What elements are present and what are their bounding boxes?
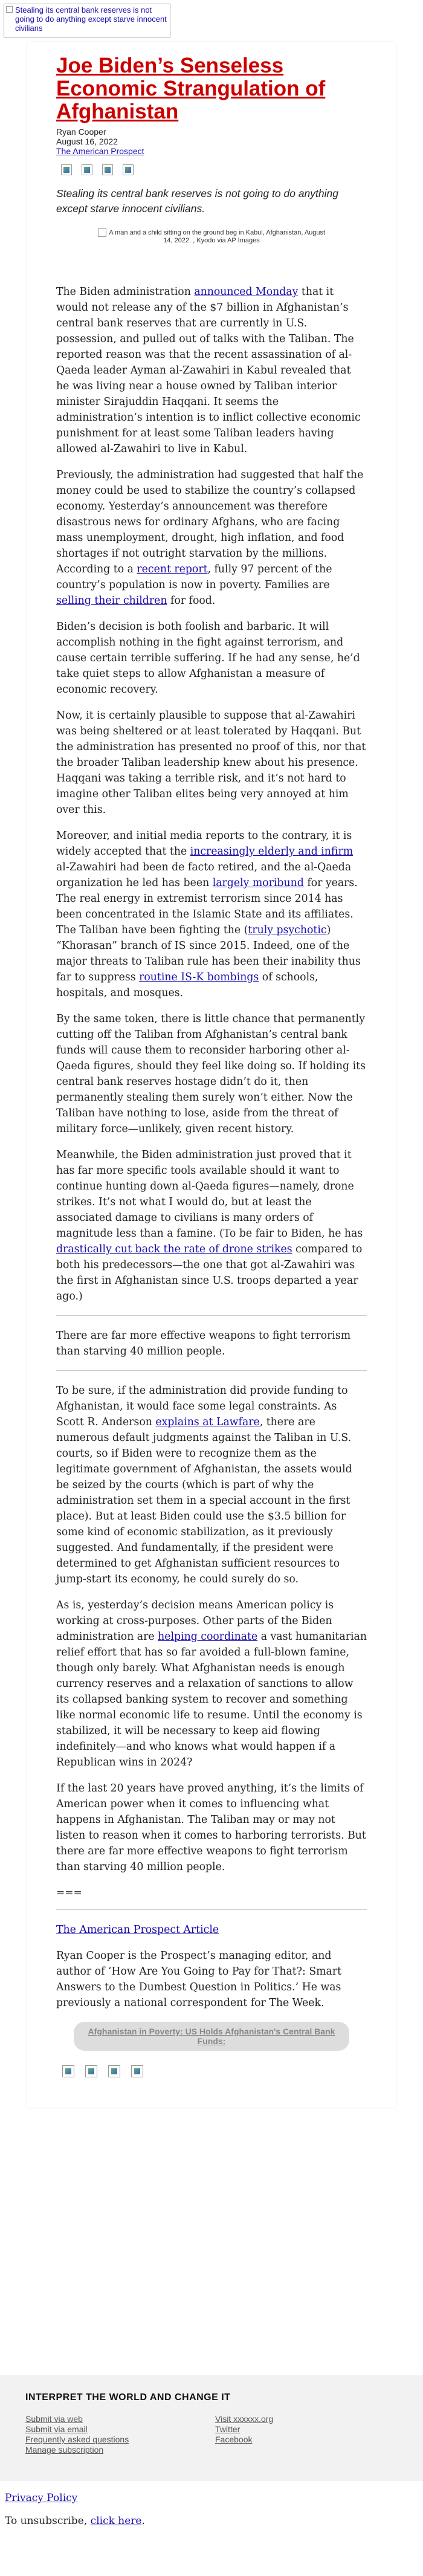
facebook-share-icon[interactable] [61,164,72,175]
header-image-alt-text: Stealing its central bank reserves is not going to do anything except starve innocent civilians [15,5,167,33]
inline-link[interactable]: selling their children [56,595,167,607]
footer-link-facebook[interactable]: Facebook [215,2435,253,2444]
paragraph-text: Now, it is certainly plausible to suppose that al-Zawahiri was being sheltered or at least tolerated by Haqqani. But the administration has presented no proof of this, nor that the broader Taliban leadership knew about his presence. Haqqani was taking a terrible risk, and it’s not hard to imagine other Taliban elites being very annoyed at him over this. [56,710,366,816]
email-body [27,42,396,2108]
divider [56,1370,367,1371]
inline-link[interactable]: helping coordinate [158,1631,258,1643]
article-title[interactable]: Joe Biden’s Senseless Economic Strangulation of Afghanistan [56,54,326,123]
bottom-share-icons [62,2065,367,2077]
caption-text: A man and a child sitting on the ground beg in Kabul, Afghanistan, August 14, 2022. , Kyodo via AP Images [109,228,326,244]
article-paragraph [56,284,367,457]
footer-link-faq[interactable]: Frequently asked questions [25,2435,129,2444]
footer-heading: INTERPRET THE WORLD AND CHANGE IT [25,2392,231,2403]
broken-image-icon [98,228,106,237]
print-share-icon[interactable] [131,2065,143,2077]
divider [56,1909,367,1910]
footer-link-manage-subscription[interactable]: Manage subscription [25,2445,104,2455]
footer-link-submit-email[interactable]: Submit via email [25,2424,88,2434]
paragraph-text: , there are numerous default judgments against the Taliban in U.S. courts, so if Biden were to recognize them as the legitimate government of Afghanistan, the assets would be seized by the courts (which is part of why the administration set them in a special account in the first place). But at least Biden could use the $3.5 billion for some kind of economic stabilization, as it previously suggested. And fundamentally, if the president were determined to get Afghanistan sufficient resources to jump-start its economy, he could surely do so. [56,1416,352,1585]
paragraph-text: Biden’s decision is both foolish and barbaric. It will accomplish nothing in the fight against terrorism, and cause certain terrible suffering. If he had any sense, he’d take quiet steps to allow Afghanistan a measure of economic recovery. [56,621,360,696]
inline-link[interactable]: drastically cut back the rate of drone strikes [56,1243,292,1255]
article-dek: Stealing its central bank reserves is not going to do anything except starve innocent civilians. [56,187,338,215]
unsubscribe-link[interactable]: click here [90,2515,142,2527]
source-article-link[interactable]: The American Prospect Article [56,1924,219,1936]
paragraph-text: , fully 97 percent of the country’s population is now in poverty. Families are [56,563,332,591]
paragraph-text: al-Zawahiri had been de facto retired, and the al-Qaeda organization he led has been [56,861,352,889]
paragraph-text: of schools, hospitals, and mosques. [56,971,318,999]
separator-text: === [56,1887,82,1899]
inline-link[interactable]: largely moribund [212,877,304,889]
email-share-icon[interactable] [102,164,113,175]
inline-link[interactable]: truly psychotic [248,924,327,936]
footer-link-twitter[interactable]: Twitter [215,2424,241,2434]
article-paragraph [56,1147,367,1304]
paragraph-text: for years. The real energy in extremist terrorism since 2014 has been concentrated in the Islamic State and its affiliates. The Taliban have been fighting the ( [56,877,358,936]
byline [56,127,367,156]
footer-link-submit-web[interactable]: Submit via web [25,2414,83,2424]
unsubscribe-line [5,2513,145,2529]
broken-image-icon [6,6,13,13]
email-share-icon[interactable] [108,2065,120,2077]
article-paragraph [56,708,367,818]
paragraph-text: If the last 20 years have proved anything, it’s the limits of American power when it comes to influencing what happens in Afghanistan. The Taliban may or may not listen to reason when it comes to harboring terrorists. But there are far more effective weapons to fight terrorism than starving 40 million people. [56,1782,366,1873]
pull-quote: There are far more effective weapons to fight terrorism than starving 40 million people. [56,1330,351,1358]
paragraph-text: By the same token, there is little chance that permanently cutting off the Taliban from Afghanistan’s central bank funds will cause them to reconsider harboring other al-Qaeda figures, should they feel like doing so. If holding its central bank reserves hostage didn’t do it, then permanently stealing them surely won’t either. Now the Taliban have nothing to lose, aside from the threat of military force—unlikely, given recent history. [56,1013,366,1135]
paragraph-text: Previously, the administration had suggested that half the money could be used to stabilize the country’s collapsed economy. Yesterday’s announcement was therefore disastrous news for ordinary Afghans, who are facing mass unemployment, drought, high inflation, and food shortages if not outright starvation by the millions. According to a [56,469,364,575]
inline-link[interactable]: explains at Lawfare [155,1416,260,1428]
legal-section [5,2490,145,2536]
paragraph-text: ) “Khorasan” branch of IS since 2015. Indeed, one of the major threats to Taliban rule has been their inability thus far to suppress [56,924,361,983]
privacy-policy-link[interactable]: Privacy Policy [5,2492,78,2504]
article-paragraph [56,467,367,609]
paragraph-text: a vast humanitarian relief effort that has so far avoided a full-blown famine, though only barely. What Afghanistan needs is enough currency reserves and a relaxation of sanctions to allow its collapsed banking system to recover and something like normal economic life to resume. Until the economy is stabilized, it will be necessary to keep aid flowing indefinitely—and who knows what would happen if a Republican wins in 2024? [56,1631,367,1769]
inline-link[interactable]: recent report [137,563,208,575]
author-bio: Ryan Cooper is the Prospect’s managing editor, and author of ‘How Are You Going to Pay for That?: Smart Answers to the Dumbest Question in Politics.’ He was previously a national correspondent for The Week. [56,1950,342,2009]
footer-link-website[interactable]: Visit xxxxxx.org [215,2414,274,2424]
paragraph-text: As is, yesterday’s decision means American policy is working at cross-purposes. Other parts of the Biden administration are [56,1599,334,1643]
article-paragraph [56,1011,367,1137]
paragraph-text: The Biden administration [56,286,195,298]
article-body-continued [56,1383,367,1875]
article-paragraph [56,619,367,697]
article-paragraph [56,1597,367,1770]
inline-link[interactable]: announced Monday [194,286,299,298]
article-body [56,284,367,1304]
article-paragraph [56,828,367,1001]
print-share-icon[interactable] [123,164,134,175]
inline-link[interactable]: increasingly elderly and infirm [190,846,354,858]
article-paragraph [56,1383,367,1587]
paragraph-text: To be sure, if the administration did provide funding to Afghanistan, it would face some legal constraints. As Scott R. Anderson [56,1385,348,1428]
share-icons [61,164,367,175]
twitter-share-icon[interactable] [82,164,92,175]
header-image-placeholder[interactable] [4,4,170,37]
paragraph-text: that it would not release any of the $7 billion in Afghanistan’s central bank reserves that are currently in U.S. possession, and pulled out of talks with the Taliban. The reported reason was that the recent assassination of al-Qaeda leader Ayman al-Zawahiri in Kabul revealed that he was living near a house owned by Taliban interior minister Sirajuddin Haqqani. It seems the administration’s intention is to inflict collective economic punishment for at least some Taliban leaders having allowed al-Zawahiri to live in Kabul. [56,286,361,455]
author-name: Ryan Cooper [56,127,106,137]
divider [56,1315,367,1316]
inline-link[interactable]: routine IS-K bombings [139,971,259,983]
paragraph-text: Meanwhile, the Biden administration just proved that it has far more specific tools available should it want to continue hunting down al-Qaeda figures—namely, drone strikes. It’s not what I would do, but at least the associated damage to civilians is many orders of magnitude less than a famine. (To be fair to Biden, he has [56,1149,363,1240]
paragraph-text: for food. [167,595,216,607]
twitter-share-icon[interactable] [85,2065,97,2077]
publication-link[interactable]: The American Prospect [56,146,144,156]
paragraph-text: Moreover, and initial media reports to the contrary, it is widely accepted that the [56,830,352,858]
footer-right-links [215,2414,273,2445]
publish-date: August 16, 2022 [56,137,118,146]
article-paragraph [56,1781,367,1875]
image-caption [92,228,331,245]
footer [0,2375,423,2481]
paragraph-text: compared to both his predecessors—the one that got al-Zawahiri was the first in Afghanistan since U.S. troops departed a year ago.) [56,1243,363,1303]
footer-left-links [25,2414,129,2455]
facebook-share-icon[interactable] [62,2065,74,2077]
related-article-link[interactable]: Afghanistan in Poverty: US Holds Afghanistan's Central Bank Funds: [74,2022,349,2051]
unsubscribe-prefix: To unsubscribe, [5,2515,91,2527]
unsubscribe-suffix: . [141,2515,145,2527]
